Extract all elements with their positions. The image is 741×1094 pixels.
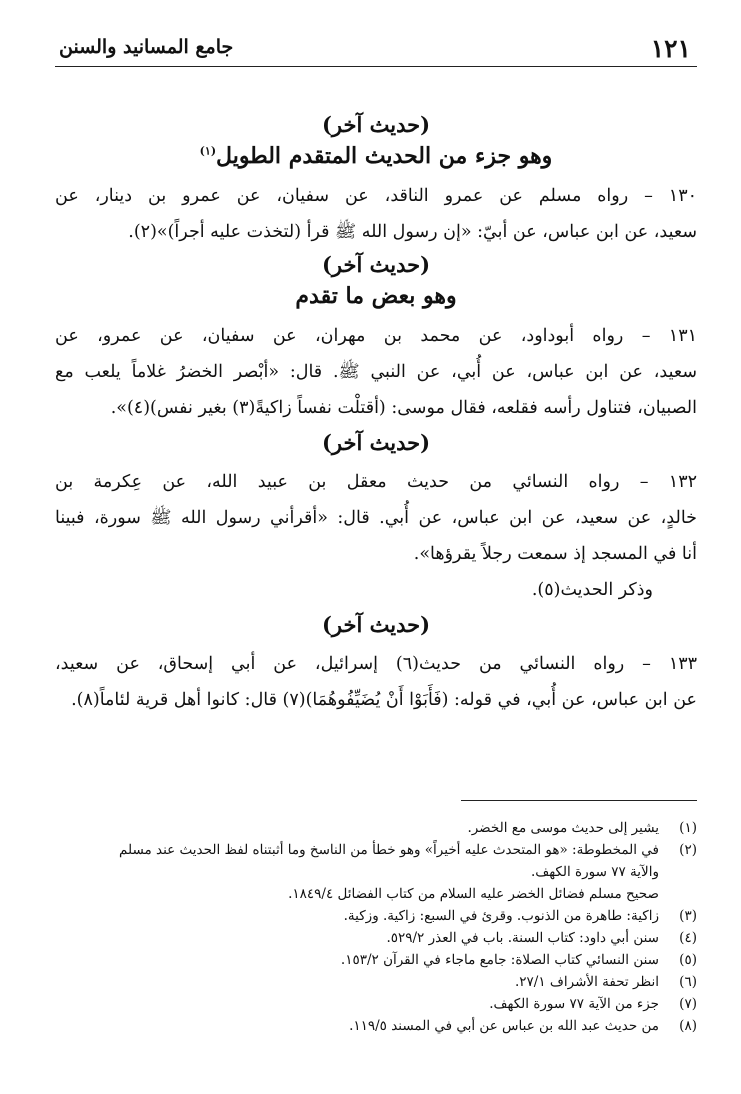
hadith-line: ١٣٣ – رواه النسائي من حديث(٦) إسرائيل، عن أبي إسحاق، عن سعيد،: [55, 654, 697, 674]
section-heading: (حديث آخر): [321, 612, 431, 637]
footnote-text: من حديث عبد الله بن عباس عن أبي في المسند ١١٩/٥.: [349, 1018, 659, 1034]
footnote-ref: (١): [199, 144, 217, 158]
hadith-line: الصبيان، فتناول رأسه فقلعه، فقال موسى: (أقتلْت نفساً زاكيةً(٣) بغير نفس)(٤)».: [110, 398, 697, 418]
section-subheading: [55, 143, 697, 169]
footnote-number: (٤): [679, 930, 697, 946]
hadith-line: ١٣٠ – رواه مسلم عن عمرو الناقد، عن سفيان، عن عمرو بن دينار، عن: [55, 186, 697, 206]
section-subheading: وهو بعض ما تقدم: [295, 283, 457, 309]
footnote-text: جزء من الآية ٧٧ سورة الكهف.: [489, 996, 659, 1012]
footnote-text: في المخطوطة: «هو المتحدث عليه أخيراً» وهو خطأ من الناسخ وما أثبتناه لفظ الحديث عند مسلم: [119, 842, 659, 858]
footnote-number: (٧): [679, 996, 697, 1012]
hadith-line: ١٣١ – رواه أبوداود، عن محمد بن مهران، عن سفيان، عن عمرو، عن: [55, 326, 697, 346]
section-heading: (حديث آخر): [321, 252, 431, 277]
footnote-number: (٣): [679, 908, 697, 924]
footnote-text: زاكية: طاهرة من الذنوب. وقرئ في السبع: زاكية. وزكية.: [343, 908, 659, 924]
main-text: [55, 112, 697, 718]
footnote-text: سنن أبي داود: كتاب السنة. باب في العذر ٥٢٩/٢.: [386, 930, 659, 946]
hadith-132: [55, 464, 697, 608]
footnotes: [55, 817, 697, 1037]
footnote: [55, 927, 697, 949]
page-number: ١٢١: [650, 34, 691, 63]
running-header: [55, 30, 697, 67]
book-title: جامع المسانيد والسنن: [59, 36, 234, 58]
footnote-number: (١): [679, 820, 697, 836]
hadith-line: ١٣٢ – رواه النسائي من حديث معقل بن عبيد الله، عن عِكرمة بن: [55, 472, 697, 492]
hadith-line: سعيد، عن ابن عباس، عن أُبي، عن النبي ﷺ. قال: «أبْصر الخضرُ غلاماً يلعب مع: [55, 362, 697, 382]
hadith-131: [55, 318, 697, 426]
footnote: [55, 817, 697, 839]
footnote-number: (٥): [679, 952, 697, 968]
footnote-divider: [461, 800, 697, 801]
section-heading: (حديث آخر): [321, 112, 431, 137]
footnote: [55, 839, 697, 861]
footnote: [55, 949, 697, 971]
footnote-continuation: والآية ٧٧ سورة الكهف.: [530, 864, 659, 880]
footnote-number: (٦): [679, 974, 697, 990]
footnote: [55, 1015, 697, 1037]
hadith-line: سعيد، عن ابن عباس، عن أبيّ: «إن رسول الله ﷺ قرأ (لتخذت عليه أجراً)»(٢).: [128, 222, 697, 242]
section-heading: (حديث آخر): [321, 430, 431, 455]
footnote-number: (٢): [679, 842, 697, 858]
footnote-text: سنن النسائي كتاب الصلاة: جامع ماجاء في القرآن ١٥٣/٢.: [340, 952, 659, 968]
hadith-130: [55, 178, 697, 250]
hadith-line: أنا في المسجد إذ سمعت رجلاً يقرؤها».: [413, 544, 697, 564]
footnote-text: انظر تحفة الأشراف ٢٧/١.: [514, 974, 659, 990]
footnote-number: (٨): [679, 1018, 697, 1034]
footnote-text: يشير إلى حديث موسى مع الخضر.: [467, 820, 659, 836]
footnote: [55, 971, 697, 993]
hadith-133: [55, 646, 697, 718]
subheading-text: وهو جزء من الحديث المتقدم الطويل: [216, 143, 553, 169]
footnote: [55, 905, 697, 927]
hadith-line: خالدٍ، عن سعيد، عن ابن عباس، عن أُبي. قال: «أقرأني رسول الله ﷺ سورة، فبينا: [55, 508, 697, 528]
hadith-line: وذكر الحديث(٥).: [531, 580, 653, 600]
hadith-line: عن ابن عباس، عن أُبي، في قوله: (فَأَبَوْا أَنْ يُضَيِّفُوهُمَا)(٧) قال: كانوا أهل قرية لئاماً(٨).: [71, 690, 697, 710]
footnote-continuation: صحيح مسلم فضائل الخضر عليه السلام من كتاب الفضائل ١٨٤٩/٤.: [288, 886, 659, 902]
footnote: [55, 993, 697, 1015]
